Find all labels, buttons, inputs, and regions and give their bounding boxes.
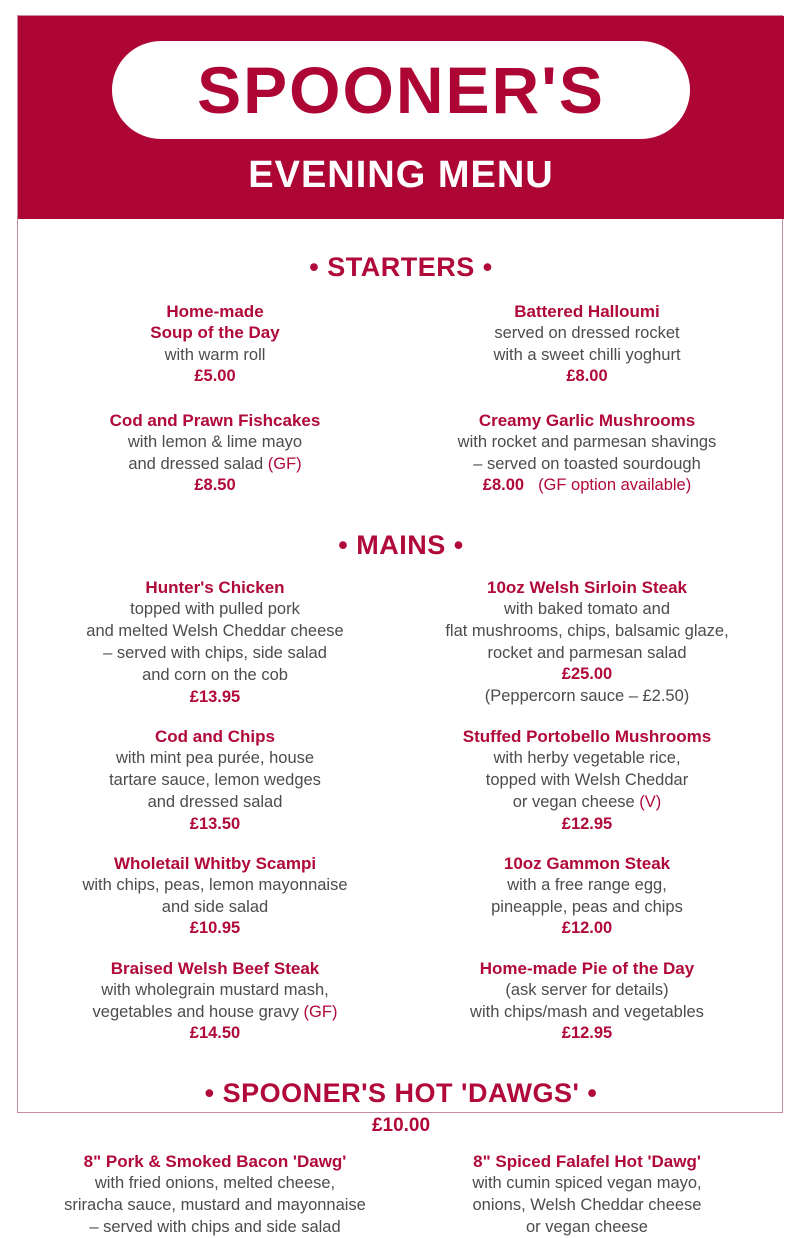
section-title-dawgs: • SPOONER'S HOT 'DAWGS' • — [204, 1077, 598, 1108]
menu-item-price: £12.00 — [561, 919, 613, 938]
menu-item — [32, 958, 398, 1045]
menu-item-description: with a free range egg, — [507, 876, 667, 895]
menu-item-description: with chips/mash and vegetables — [470, 1003, 704, 1022]
menu-item-description — [32, 454, 398, 475]
menu-item-name: Hunter's Chicken — [145, 577, 285, 597]
menu-item-name: Cod and Chips — [155, 726, 275, 746]
menu-item-price: £12.95 — [561, 814, 613, 833]
menu-item-description — [32, 1002, 398, 1023]
menu-item-name: Wholetail Whitby Scampi — [113, 853, 317, 873]
menu-banner — [18, 16, 784, 219]
menu-item — [404, 958, 770, 1045]
menu-item — [32, 726, 398, 835]
menu-item-description: – served on toasted sourdough — [473, 455, 701, 474]
menu-subtitle: EVENING MENU — [248, 154, 554, 196]
menu-item — [32, 577, 398, 708]
dietary-tag: (GF) — [267, 455, 302, 474]
section-title-starters: • STARTERS • — [309, 252, 493, 282]
menu-item — [404, 301, 770, 388]
menu-item — [32, 410, 398, 497]
section-mains — [32, 529, 770, 1045]
section-dawgs — [32, 1077, 770, 1238]
menu-item-name: Soup of the Day — [150, 323, 280, 343]
menu-item-description: or vegan cheese — [525, 1218, 648, 1237]
menu-item-name: 10oz Gammon Steak — [503, 853, 671, 873]
menu-item-description: topped with pulled pork — [130, 600, 300, 619]
menu-item-price: £10.95 — [189, 919, 241, 938]
menu-sheet — [17, 15, 783, 1237]
menu-item — [404, 410, 770, 497]
menu-item-price-row — [404, 475, 770, 496]
menu-item-description: served on dressed rocket — [494, 324, 680, 343]
menu-item — [32, 853, 398, 940]
menu-item-name: 10oz Welsh Sirloin Steak — [487, 577, 687, 597]
menu-item-description: with lemon & lime mayo — [127, 433, 303, 452]
menu-item-price: £13.50 — [189, 814, 241, 833]
menu-item — [32, 1151, 398, 1238]
menu-item-price: £8.50 — [194, 476, 236, 495]
menu-item-description: and melted Welsh Cheddar cheese — [86, 622, 344, 641]
menu-item-description: and dressed salad — [147, 793, 283, 812]
menu-item-description-text: vegetables and house gravy — [92, 1003, 304, 1022]
menu-item-description: with fried onions, melted cheese, — [94, 1174, 336, 1193]
menu-item-description: with chips, peas, lemon mayonnaise — [82, 876, 348, 895]
menu-item-price: £8.00 — [566, 367, 608, 386]
menu-item-description: onions, Welsh Cheddar cheese — [472, 1196, 702, 1215]
menu-grid-mains — [32, 577, 770, 1045]
menu-item-description: tartare sauce, lemon wedges — [109, 771, 321, 790]
menu-content — [18, 219, 784, 1238]
brand-name: SPOONER'S — [197, 53, 605, 127]
menu-item-description: (ask server for details) — [505, 981, 669, 1000]
menu-item-name: Home-made — [166, 302, 264, 321]
menu-item-price: £14.50 — [189, 1024, 241, 1043]
menu-item-note: (Peppercorn sauce – £2.50) — [484, 686, 690, 705]
menu-item — [404, 726, 770, 835]
menu-item — [404, 1151, 770, 1238]
menu-item-price: £8.00 — [482, 476, 525, 495]
menu-item-price: £12.95 — [561, 1024, 613, 1043]
section-title-mains: • MAINS • — [338, 529, 464, 560]
menu-item-description: pineapple, peas and chips — [491, 898, 683, 917]
menu-item-description: – served with chips and side salad — [89, 1218, 341, 1237]
menu-item-name: Braised Welsh Beef Steak — [110, 958, 320, 978]
menu-item-name: Creamy Garlic Mushrooms — [478, 410, 696, 430]
menu-item-name: 8" Pork & Smoked Bacon 'Dawg' — [83, 1151, 347, 1171]
menu-item-description-text: or vegan cheese — [512, 793, 640, 812]
menu-item — [404, 853, 770, 940]
menu-grid-starters — [32, 301, 770, 497]
menu-item-description: flat mushrooms, chips, balsamic glaze, — [445, 622, 729, 641]
menu-item-description: sriracha sauce, mustard and mayonnaise — [64, 1196, 366, 1215]
menu-item-name: 8" Spiced Falafel Hot 'Dawg' — [473, 1151, 701, 1171]
menu-item-price: £13.95 — [189, 687, 241, 706]
menu-item-name: Stuffed Portobello Mushrooms — [462, 726, 712, 746]
menu-item-description: with warm roll — [164, 345, 266, 364]
menu-item-name: Cod and Prawn Fishcakes — [109, 410, 321, 430]
menu-item-description — [404, 792, 770, 813]
menu-item-description: with cumin spiced vegan mayo, — [472, 1174, 702, 1193]
menu-grid-dawgs — [32, 1151, 770, 1238]
menu-item — [404, 577, 770, 708]
menu-item-description: with herby vegetable rice, — [493, 749, 681, 768]
menu-item-price: £25.00 — [561, 665, 613, 684]
menu-item-description: with a sweet chilli yoghurt — [493, 346, 681, 365]
section-starters — [32, 254, 770, 497]
menu-item-description: – served with chips, side salad — [103, 644, 327, 663]
brand-logo-pill — [112, 41, 690, 139]
menu-item — [32, 301, 398, 388]
menu-item-name: Battered Halloumi — [514, 302, 660, 321]
dietary-tag: (GF) — [303, 1003, 338, 1022]
menu-item-description-text: and dressed salad — [128, 455, 268, 474]
menu-item-price: £5.00 — [194, 366, 236, 385]
dietary-tag: (V) — [639, 793, 662, 812]
menu-item-description: with wholegrain mustard mash, — [101, 981, 329, 1000]
menu-item-description: and corn on the cob — [142, 666, 288, 685]
menu-item-description: with mint pea purée, house — [115, 749, 315, 768]
menu-item-description: with baked tomato and — [503, 600, 671, 619]
menu-item-name: Home-made Pie of the Day — [479, 958, 695, 978]
menu-item-description: with rocket and parmesan shavings — [457, 433, 717, 452]
menu-item-description: and side salad — [161, 898, 269, 917]
section-price-dawgs: £10.00 — [371, 1114, 431, 1136]
menu-item-option-note: (GF option available) — [538, 476, 692, 495]
menu-item-description: topped with Welsh Cheddar — [485, 771, 689, 790]
menu-item-description: rocket and parmesan salad — [487, 644, 687, 663]
